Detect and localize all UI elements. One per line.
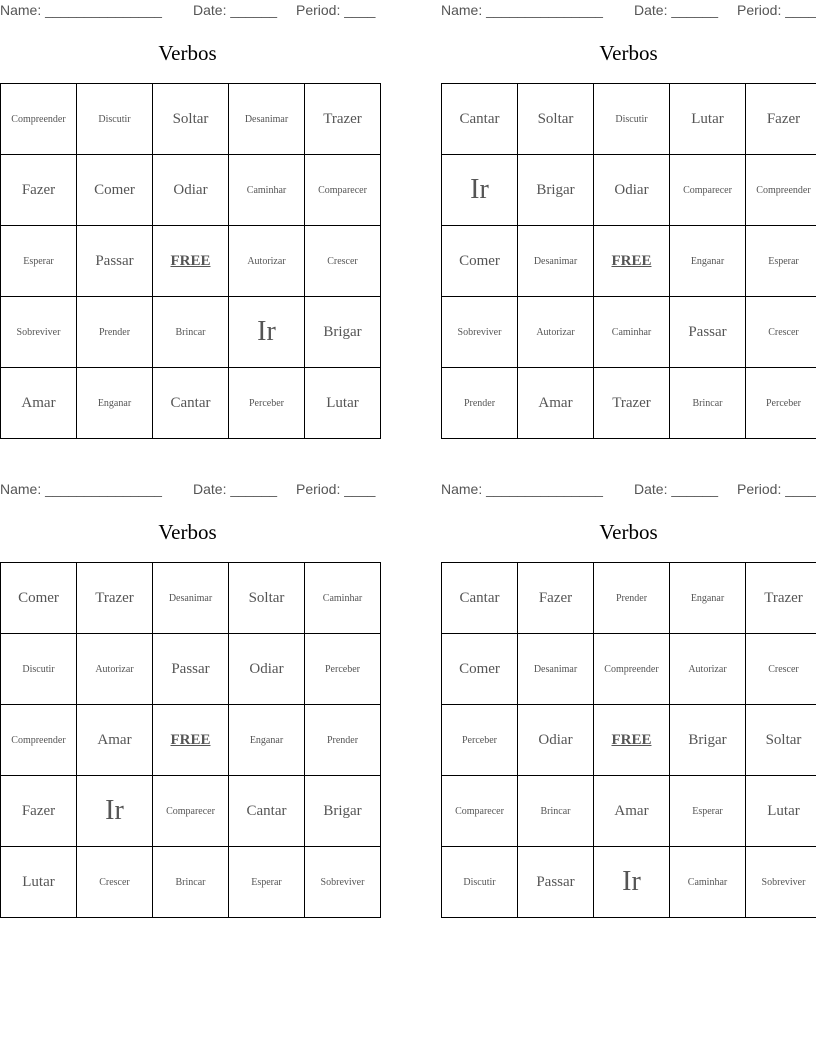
word-cell: Compreender: [1, 705, 77, 776]
period-label: Period: ____: [737, 2, 816, 18]
word-cell: Comer: [77, 155, 153, 226]
grid-row: [1, 368, 381, 439]
date-label: Date: ______: [634, 481, 719, 497]
word-cell: Sobreviver: [442, 297, 518, 368]
grid-row: [442, 776, 816, 847]
word-cell: Discutir: [1, 634, 77, 705]
bingo-grid: [441, 83, 816, 439]
card-header: [441, 481, 816, 499]
word-cell: Cantar: [442, 563, 518, 634]
word-cell: Sobreviver: [305, 847, 381, 918]
word-cell: Amar: [594, 776, 670, 847]
word-cell: Trazer: [746, 563, 816, 634]
word-cell: Amar: [1, 368, 77, 439]
word-cell: Comparecer: [153, 776, 229, 847]
card-header: [0, 2, 380, 20]
word-cell: Lutar: [1, 847, 77, 918]
free-space-cell: FREE: [153, 705, 229, 776]
word-cell: Soltar: [229, 563, 305, 634]
word-cell: Brigar: [305, 776, 381, 847]
word-cell: Comparecer: [305, 155, 381, 226]
word-cell: Brigar: [305, 297, 381, 368]
free-space-cell: FREE: [594, 705, 670, 776]
word-cell: Autorizar: [77, 634, 153, 705]
word-cell: Lutar: [305, 368, 381, 439]
word-cell: Enganar: [229, 705, 305, 776]
date-label: Date: ______: [634, 2, 719, 18]
grid-row: [442, 155, 816, 226]
period-label: Period: ____: [296, 2, 376, 18]
word-cell: Comer: [1, 563, 77, 634]
word-cell: Crescer: [77, 847, 153, 918]
word-cell: Fazer: [1, 155, 77, 226]
word-cell: Caminhar: [305, 563, 381, 634]
word-cell: Desanimar: [153, 563, 229, 634]
grid-row: [442, 634, 816, 705]
word-cell: Ir: [442, 155, 518, 226]
word-cell: Autorizar: [670, 634, 746, 705]
period-label: Period: ____: [737, 481, 816, 497]
word-cell: Odiar: [518, 705, 594, 776]
word-cell: Discutir: [77, 84, 153, 155]
word-cell: Sobreviver: [1, 297, 77, 368]
word-cell: Crescer: [746, 634, 816, 705]
word-cell: Ir: [77, 776, 153, 847]
word-cell: Ir: [229, 297, 305, 368]
card-header: [441, 2, 816, 20]
card-title: Verbos: [599, 41, 658, 65]
grid-row: [1, 297, 381, 368]
word-cell: Passar: [77, 226, 153, 297]
word-cell: Esperar: [229, 847, 305, 918]
word-cell: Esperar: [746, 226, 816, 297]
word-cell: Brigar: [670, 705, 746, 776]
word-cell: Desanimar: [229, 84, 305, 155]
grid-row: [442, 368, 816, 439]
word-cell: Brincar: [518, 776, 594, 847]
grid-row: [1, 634, 381, 705]
word-cell: Brincar: [153, 847, 229, 918]
word-cell: Passar: [153, 634, 229, 705]
word-cell: Passar: [518, 847, 594, 918]
word-cell: Soltar: [153, 84, 229, 155]
word-cell: Amar: [518, 368, 594, 439]
name-label: Name: _______________: [0, 481, 162, 497]
word-cell: Brincar: [153, 297, 229, 368]
word-cell: Prender: [77, 297, 153, 368]
word-cell: Sobreviver: [746, 847, 816, 918]
word-cell: Cantar: [153, 368, 229, 439]
name-label: Name: _______________: [0, 2, 162, 18]
card-title: Verbos: [158, 520, 217, 544]
word-cell: Esperar: [1, 226, 77, 297]
word-cell: Cantar: [442, 84, 518, 155]
word-cell: Autorizar: [518, 297, 594, 368]
word-cell: Odiar: [594, 155, 670, 226]
period-label: Period: ____: [296, 481, 376, 497]
word-cell: Caminhar: [229, 155, 305, 226]
word-cell: Cantar: [229, 776, 305, 847]
word-cell: Passar: [670, 297, 746, 368]
free-space-cell: FREE: [594, 226, 670, 297]
bingo-grid: [0, 83, 381, 439]
grid-row: [442, 84, 816, 155]
word-cell: Trazer: [77, 563, 153, 634]
word-cell: Soltar: [746, 705, 816, 776]
grid-row: [442, 297, 816, 368]
name-label: Name: _______________: [441, 481, 603, 497]
grid-row: [1, 705, 381, 776]
word-cell: Lutar: [746, 776, 816, 847]
card-header: [0, 481, 380, 499]
word-cell: Trazer: [305, 84, 381, 155]
word-cell: Perceber: [229, 368, 305, 439]
word-cell: Prender: [305, 705, 381, 776]
word-cell: Caminhar: [594, 297, 670, 368]
word-cell: Crescer: [746, 297, 816, 368]
grid-row: [1, 84, 381, 155]
word-cell: Odiar: [153, 155, 229, 226]
word-cell: Compreender: [1, 84, 77, 155]
word-cell: Soltar: [518, 84, 594, 155]
word-cell: Trazer: [594, 368, 670, 439]
word-cell: Discutir: [442, 847, 518, 918]
word-cell: Compreender: [594, 634, 670, 705]
grid-row: [1, 155, 381, 226]
bingo-grid: [441, 562, 816, 918]
word-cell: Enganar: [670, 563, 746, 634]
word-cell: Esperar: [670, 776, 746, 847]
word-cell: Brigar: [518, 155, 594, 226]
grid-row: [442, 563, 816, 634]
grid-row: [442, 705, 816, 776]
name-label: Name: _______________: [441, 2, 603, 18]
grid-row: [1, 776, 381, 847]
word-cell: Enganar: [670, 226, 746, 297]
word-cell: Compreender: [746, 155, 816, 226]
word-cell: Lutar: [670, 84, 746, 155]
word-cell: Autorizar: [229, 226, 305, 297]
word-cell: Desanimar: [518, 634, 594, 705]
grid-row: [442, 226, 816, 297]
grid-row: [1, 847, 381, 918]
word-cell: Comer: [442, 634, 518, 705]
word-cell: Perceber: [746, 368, 816, 439]
bingo-grid: [0, 562, 381, 918]
word-cell: Perceber: [442, 705, 518, 776]
word-cell: Crescer: [305, 226, 381, 297]
grid-row: [442, 847, 816, 918]
word-cell: Comparecer: [670, 155, 746, 226]
word-cell: Prender: [594, 563, 670, 634]
word-cell: Fazer: [518, 563, 594, 634]
card-title: Verbos: [599, 520, 658, 544]
word-cell: Ir: [594, 847, 670, 918]
word-cell: Brincar: [670, 368, 746, 439]
word-cell: Perceber: [305, 634, 381, 705]
word-cell: Amar: [77, 705, 153, 776]
word-cell: Desanimar: [518, 226, 594, 297]
word-cell: Fazer: [746, 84, 816, 155]
grid-row: [1, 563, 381, 634]
word-cell: Caminhar: [670, 847, 746, 918]
word-cell: Comparecer: [442, 776, 518, 847]
word-cell: Fazer: [1, 776, 77, 847]
word-cell: Enganar: [77, 368, 153, 439]
free-space-cell: FREE: [153, 226, 229, 297]
word-cell: Odiar: [229, 634, 305, 705]
card-title: Verbos: [158, 41, 217, 65]
date-label: Date: ______: [193, 2, 278, 18]
word-cell: Discutir: [594, 84, 670, 155]
grid-row: [1, 226, 381, 297]
word-cell: Prender: [442, 368, 518, 439]
date-label: Date: ______: [193, 481, 278, 497]
word-cell: Comer: [442, 226, 518, 297]
